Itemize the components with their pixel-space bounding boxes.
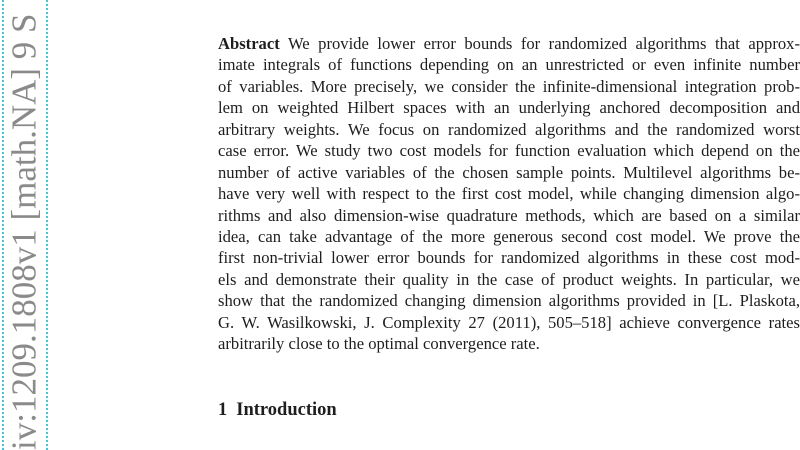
abstract-line: lem on weighted Hilbert spaces with an underlying anchored decomposition and	[218, 98, 800, 118]
abstract-line: have very well with respect to the first cost model, while changing dimension algo-	[218, 184, 800, 204]
abstract-line: G. W. Wasilkowski, J. Complexity 27 (2011), 505–518] achieve convergence rates	[218, 312, 800, 332]
abstract-line: first non-trivial lower error bounds for randomized algorithms in these cost mod-	[218, 248, 800, 268]
arxiv-margin	[0, 0, 48, 450]
abstract	[218, 33, 800, 355]
abstract-label: Abstract	[218, 34, 280, 53]
abstract-text: We provide lower error bounds for randomized algorithms that approx-	[279, 34, 800, 53]
abstract-line: show that the randomized changing dimension algorithms provided in [L. Plaskota,	[218, 291, 800, 311]
abstract-line: imate integrals of functions depending on an unrestricted or even infinite number	[218, 55, 800, 75]
section-number: 1	[218, 400, 228, 420]
abstract-line: arbitrarily close to the optimal convergence rate.	[218, 334, 540, 354]
margin-guide-line-right	[46, 0, 48, 450]
abstract-line: idea, can take advantage of the more generous second cost model. We prove the	[218, 226, 800, 246]
abstract-line: of variables. More precisely, we consider the infinite-dimensional integration prob-	[218, 76, 800, 96]
abstract-line: els and demonstrate their quality in the case of product weights. In particular, we	[218, 269, 800, 289]
margin-guide-line-left	[2, 0, 4, 450]
abstract-line	[218, 33, 800, 54]
abstract-line: case error. We study two cost models for function evaluation which depend on the	[218, 141, 800, 161]
section-heading	[218, 400, 337, 421]
abstract-line: arbitrary weights. We focus on randomized algorithms and the randomized worst	[218, 119, 800, 139]
section-title: Introduction	[236, 400, 337, 420]
arxiv-identifier-stamp: iv:1209.1808v1 [math.NA] 9 S	[4, 13, 44, 450]
abstract-line: rithms and also dimension-wise quadrature methods, which are based on a similar	[218, 205, 800, 225]
abstract-line: number of active variables of the chosen sample points. Multilevel algorithms be-	[218, 162, 800, 182]
